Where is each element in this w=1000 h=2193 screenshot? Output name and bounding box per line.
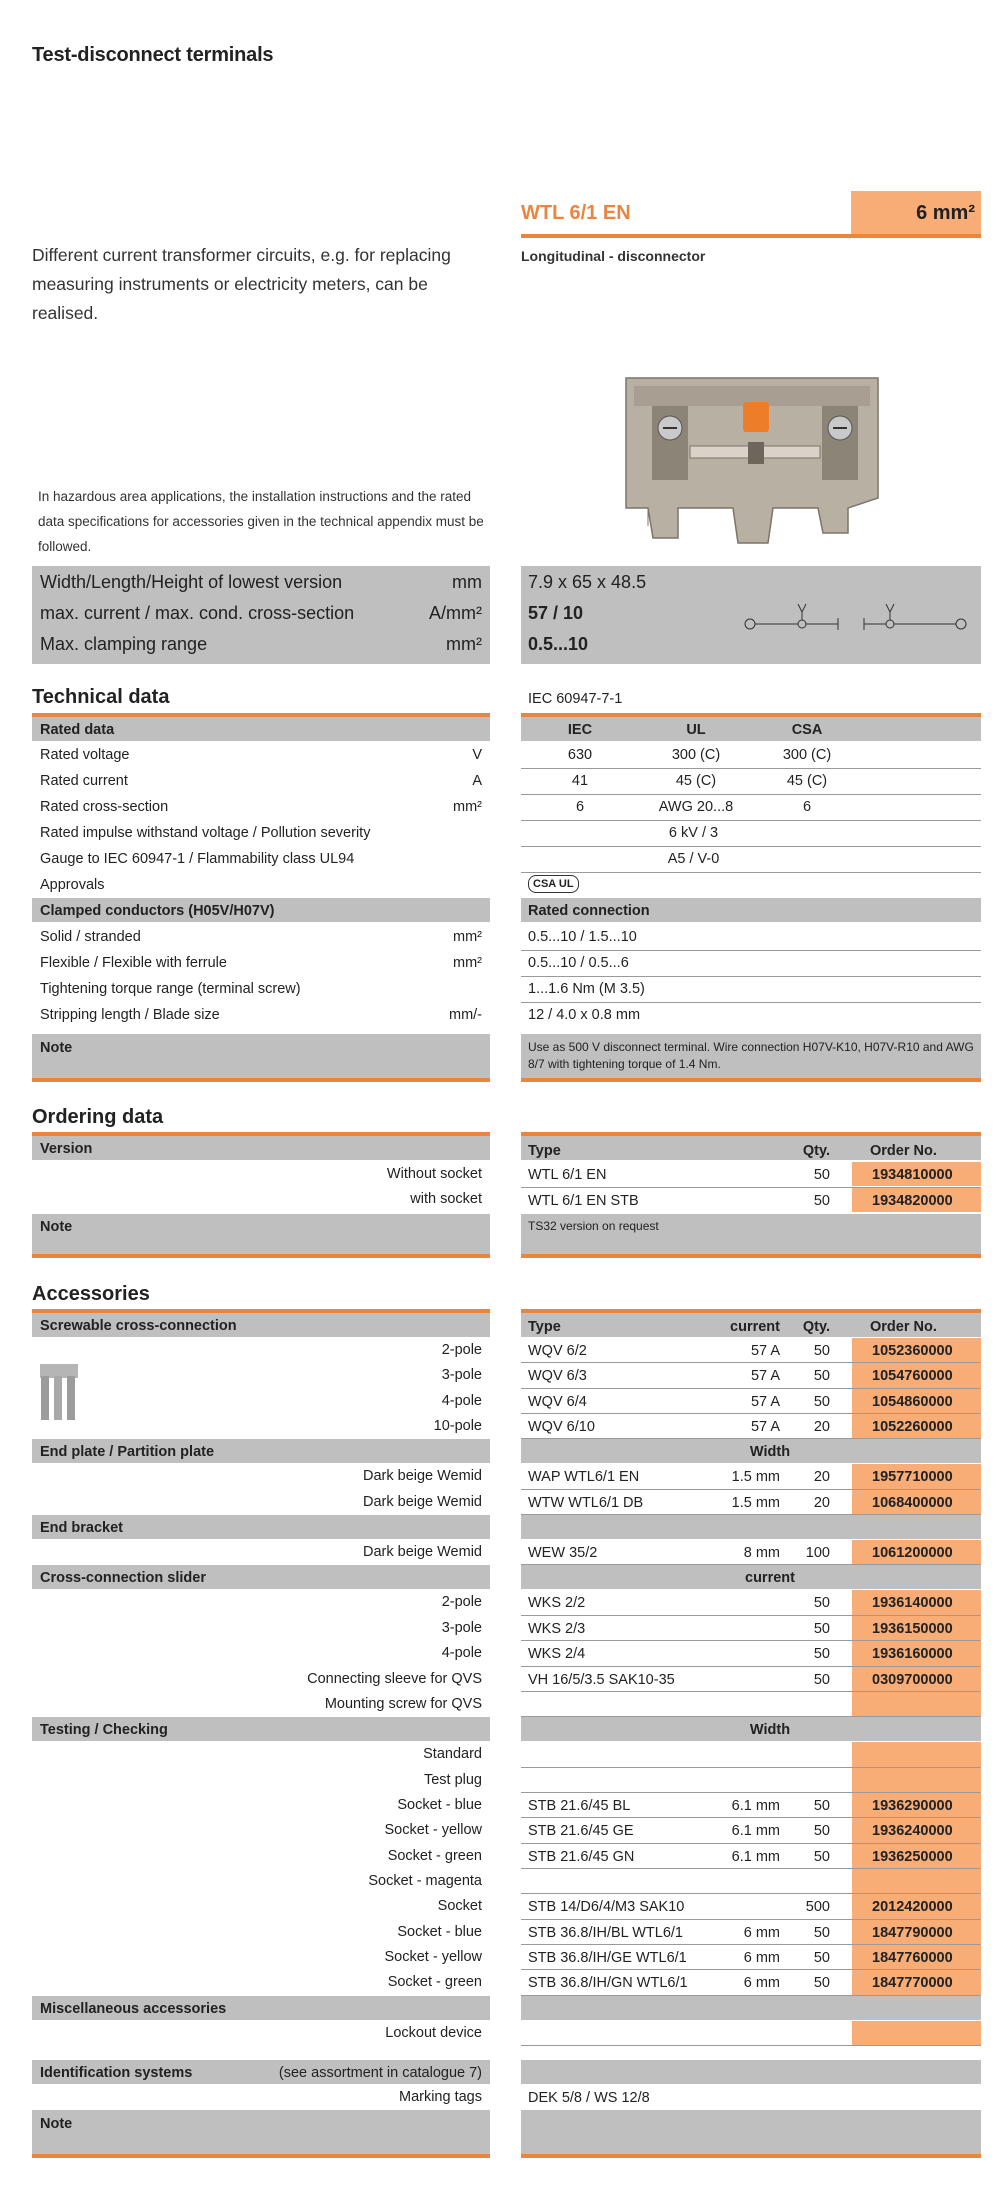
rated-cross-csa: 6 [802, 799, 812, 815]
accessory-type: WEW 35/2 [528, 1545, 598, 1562]
accessories-heading: Accessories [32, 1283, 150, 1305]
page-title: Test-disconnect terminals [32, 44, 274, 66]
order-cell-bg [852, 1742, 981, 1767]
col-ul: UL [686, 722, 706, 738]
gauge-value: A5 / V-0 [667, 851, 720, 867]
rated-voltage-ul: 300 (C) [671, 747, 721, 763]
section-header-bg-right [521, 1515, 981, 1539]
accessory-label: Standard [423, 1746, 482, 1763]
accessory-label: Socket - yellow [384, 1949, 482, 1965]
tech-note-text: Use as 500 V disconnect terminal. Wire connection H07V-K10, H07V-R10 and AWG 8/7 with tightening torque of 1.4 Nm. [528, 1040, 974, 1071]
ordering-col-type: Type [528, 1143, 561, 1159]
impulse-label: Rated impulse withstand voltage / Pollution severity [40, 825, 371, 841]
order-cell-bg [852, 1869, 981, 1894]
accessory-type: STB 36.8/IH/GE WTL6/1 [528, 1950, 687, 1966]
accessory-qty: 500 [805, 1899, 830, 1916]
approvals-logos: CSA UL [528, 875, 579, 893]
accessory-order: 1054760000 [872, 1368, 953, 1385]
accessory-spec: 57 A [750, 1343, 780, 1359]
accessory-spec: 6.1 mm [731, 1823, 780, 1840]
accessory-qty: 50 [813, 1924, 830, 1941]
ordering-row-1-qty: 50 [813, 1167, 830, 1183]
standard-label: IEC 60947-7-1 [528, 691, 623, 707]
acc-bottom-line-right [521, 2154, 981, 2158]
solid-unit: mm² [453, 929, 482, 945]
product-name: WTL 6/1 EN [521, 202, 631, 224]
rated-current-ul: 45 (C) [675, 773, 717, 789]
accessory-spec: 8 mm [743, 1545, 780, 1562]
flexible-unit: mm² [453, 955, 482, 971]
ordering-row-1-order: 1934810000 [872, 1167, 953, 1183]
rated-connection-header: Rated connection [528, 903, 650, 919]
version-label: Version [40, 1141, 93, 1157]
ordering-row-2-label: with socket [410, 1191, 482, 1207]
stripping-unit: mm/- [448, 1007, 482, 1023]
rated-voltage-csa: 300 (C) [782, 747, 832, 763]
acc-note-bg-right [521, 2110, 981, 2154]
ordering-row-2-order: 1934820000 [872, 1193, 953, 1209]
rated-voltage-iec: 630 [567, 747, 593, 763]
technical-heading: Technical data [32, 686, 170, 708]
accessory-order: 1847760000 [872, 1950, 953, 1966]
ordering-note-text: TS32 version on request [528, 1219, 659, 1233]
accessory-label: Marking tags [398, 2089, 482, 2106]
accessory-type: STB 21.6/45 GN [528, 1848, 635, 1865]
accessory-label: Socket [437, 1898, 482, 1915]
tech-note-label: Note [40, 1040, 73, 1056]
clamped-header: Clamped conductors (H05V/H07V) [40, 903, 275, 919]
acc-note-label: Note [40, 2116, 73, 2133]
intro-text: Different current transformer circuits, e.g. for replacing measuring instruments or electricity meters, can be realised. [32, 245, 451, 323]
accessory-order: 0309700000 [872, 1671, 953, 1688]
accessory-type: STB 21.6/45 GE [528, 1823, 634, 1840]
accessory-spec: 57 A [750, 1393, 780, 1410]
accessory-label: Dark beige Wemid [362, 1468, 482, 1485]
accessory-label: 2-pole [441, 1594, 482, 1611]
acc-col-label: current [745, 1570, 795, 1587]
col-csa: CSA [791, 722, 823, 738]
accessory-order: 1061200000 [872, 1545, 953, 1562]
ordering-heading: Ordering data [32, 1106, 164, 1128]
accessory-type: WKS 2/4 [528, 1646, 586, 1663]
stripping-label: Stripping length / Blade size [40, 1007, 220, 1023]
accessory-label: Dark beige Wemid [362, 1544, 482, 1561]
accessory-qty: 50 [813, 1343, 830, 1359]
section-header: Identification systems [40, 2065, 193, 2082]
accessory-label: 10-pole [433, 1418, 482, 1435]
accessory-spec: 57 A [750, 1419, 780, 1436]
schematic-symbol [738, 600, 974, 630]
dims-unit-3: mm² [446, 634, 482, 654]
accessory-qty: 50 [813, 1620, 830, 1637]
accessory-order: 1936250000 [872, 1848, 953, 1865]
accessory-order: 1936240000 [872, 1823, 953, 1840]
accessory-label: Socket - blue [397, 1796, 482, 1813]
col-iec: IEC [567, 722, 593, 738]
accessory-type: WQV 6/2 [528, 1343, 587, 1359]
rated-cross-ul: AWG 20...8 [658, 799, 734, 815]
catalogue-reference: (see assortment in catalogue 7) [278, 2065, 482, 2082]
acc-bottom-line-left [32, 2154, 490, 2158]
rated-data-header: Rated data [40, 722, 115, 738]
accessory-label: Connecting sleeve for QVS [307, 1670, 482, 1687]
accessory-label: Test plug [423, 1771, 482, 1788]
ordering-note-label: Note [40, 1219, 73, 1235]
dims-unit-2: A/mm² [429, 603, 482, 623]
torque-value: 1...1.6 Nm (M 3.5) [528, 981, 645, 997]
rated-cross-iec: 6 [575, 799, 585, 815]
accessory-qty: 50 [813, 1975, 830, 1992]
accessory-qty: 50 [813, 1393, 830, 1410]
accessory-qty: 100 [805, 1545, 830, 1562]
accessory-order: 1052260000 [872, 1419, 953, 1436]
order-cell-bg [852, 2021, 981, 2046]
approvals-label: Approvals [40, 877, 105, 893]
accessory-qty: 50 [813, 1797, 830, 1814]
accessory-label: Socket - green [387, 1847, 482, 1864]
rated-current-iec: 41 [571, 773, 589, 789]
accessory-spec: 6 mm [743, 1924, 780, 1941]
accessory-label: Socket - green [387, 1974, 482, 1991]
rated-cross-label: Rated cross-section [40, 799, 169, 815]
accessory-order: 1054860000 [872, 1393, 953, 1410]
accessory-type: WAP WTL6/1 EN [528, 1469, 640, 1486]
gauge-label: Gauge to IEC 60947-1 / Flammability class UL94 [40, 851, 355, 867]
section-header: Miscellaneous accessories [40, 2000, 227, 2017]
accessory-spec: 6.1 mm [731, 1848, 780, 1865]
accessory-order: 1847770000 [872, 1975, 953, 1992]
accessory-spec: 1.5 mm [731, 1469, 780, 1486]
section-header: Testing / Checking [40, 1722, 168, 1739]
accessory-type: WQV 6/4 [528, 1393, 587, 1410]
row-divider [521, 2045, 981, 2046]
accessory-type: STB 36.8/IH/BL WTL6/1 [528, 1924, 683, 1941]
accessory-label: 3-pole [441, 1367, 482, 1384]
accessory-type: WKS 2/3 [528, 1620, 586, 1637]
accessory-qty: 20 [813, 1494, 830, 1511]
solid-value: 0.5...10 / 1.5...10 [528, 929, 637, 945]
acc-col-current: current [730, 1319, 780, 1335]
acc-note-bg-left [32, 2110, 490, 2154]
accessory-spec: 6 mm [743, 1950, 780, 1966]
ordering-col-qty: Qty. [802, 1143, 830, 1159]
cross-connection-image [38, 1362, 82, 1424]
accessory-qty: 20 [813, 1469, 830, 1486]
accessory-type: WQV 6/3 [528, 1368, 587, 1385]
accessory-order: 1936290000 [872, 1797, 953, 1814]
accessory-label: Socket - yellow [384, 1822, 482, 1839]
ordering-row-1-type: WTL 6/1 EN [528, 1167, 607, 1183]
acc-col-label: Width [749, 1722, 791, 1739]
accessory-type: DEK 5/8 / WS 12/8 [528, 2090, 650, 2107]
dims-label-3: Max. clamping range [40, 634, 208, 654]
accessory-order: 1936140000 [872, 1595, 953, 1612]
accessory-qty: 50 [813, 1646, 830, 1663]
accessory-qty: 50 [813, 1595, 830, 1612]
acc-col-order: Order No. [870, 1319, 937, 1335]
accessory-label: 2-pole [441, 1342, 482, 1358]
accessory-spec: 6.1 mm [731, 1797, 780, 1814]
ordering-row-2-qty: 50 [813, 1193, 830, 1209]
accessory-order: 1936150000 [872, 1620, 953, 1637]
rated-cross-unit: mm² [453, 799, 482, 815]
accessory-type: WTW WTL6/1 DB [528, 1494, 644, 1511]
solid-label: Solid / stranded [40, 929, 141, 945]
dims-value-1: 7.9 x 65 x 48.5 [528, 572, 647, 592]
hazard-note: In hazardous area applications, the installation instructions and the rated data specifications for accessories given in the technical appendix must be followed. [38, 489, 484, 554]
ordering-row-2-type: WTL 6/1 EN STB [528, 1193, 639, 1209]
rated-current-label: Rated current [40, 773, 128, 789]
accessory-order: 1847790000 [872, 1924, 953, 1941]
flexible-value: 0.5...10 / 0.5...6 [528, 955, 629, 971]
dims-value-2: 57 / 10 [528, 603, 584, 623]
accessory-type: STB 36.8/IH/GN WTL6/1 [528, 1975, 688, 1992]
accessory-order: 1936160000 [872, 1646, 953, 1663]
flexible-label: Flexible / Flexible with ferrule [40, 955, 227, 971]
product-size: 6 mm² [916, 202, 975, 224]
accessory-label: Mounting screw for QVS [324, 1695, 482, 1712]
accessory-label: 4-pole [441, 1392, 482, 1409]
accessory-label: Lockout device [385, 2024, 482, 2041]
accessory-qty: 50 [813, 1848, 830, 1865]
order-cell-bg [852, 1692, 981, 1717]
acc-col-label: Width [749, 1444, 791, 1461]
dims-label-2: max. current / max. cond. cross-section [40, 603, 355, 623]
acc-col-qty: Qty. [802, 1319, 830, 1335]
accessory-qty: 50 [813, 1823, 830, 1840]
accessory-order: 1052360000 [872, 1343, 953, 1359]
ordering-col-order: Order No. [870, 1143, 937, 1159]
order-cell-bg [852, 1768, 981, 1793]
dims-value-3: 0.5...10 [528, 634, 589, 654]
section-header-bg-right [521, 2060, 981, 2084]
accessory-type: WKS 2/2 [528, 1595, 586, 1612]
accessory-qty: 50 [813, 1950, 830, 1966]
accessory-type: VH 16/5/3.5 SAK10-35 [528, 1671, 675, 1688]
section-header: Screwable cross-connection [40, 1318, 237, 1334]
section-header-bg-right [521, 1996, 981, 2020]
accessory-type: STB 21.6/45 BL [528, 1797, 631, 1814]
accessory-label: Socket - blue [397, 1923, 482, 1940]
torque-label: Tightening torque range (terminal screw) [40, 981, 301, 997]
product-subtitle: Longitudinal - disconnector [521, 248, 706, 264]
accessory-label: Dark beige Wemid [362, 1493, 482, 1510]
terminal-block-image [608, 358, 898, 558]
accessory-spec: 1.5 mm [731, 1494, 780, 1511]
section-header: End bracket [40, 1520, 123, 1537]
accessory-spec: 57 A [750, 1368, 780, 1385]
rated-current-csa: 45 (C) [786, 773, 828, 789]
accessory-qty: 50 [813, 1368, 830, 1385]
accessory-order: 2012420000 [872, 1899, 953, 1916]
product-header [521, 191, 981, 234]
accessory-order: 1068400000 [872, 1494, 953, 1511]
rated-voltage-unit: V [472, 747, 482, 763]
accessory-label: 4-pole [441, 1645, 482, 1662]
accessory-type: STB 14/D6/4/M3 SAK10 [528, 1899, 685, 1916]
accessory-qty: 50 [813, 1671, 830, 1688]
accessory-order: 1957710000 [872, 1469, 953, 1486]
impulse-value: 6 kV / 3 [668, 825, 719, 841]
accessory-label: Socket - magenta [368, 1872, 482, 1889]
stripping-value: 12 / 4.0 x 0.8 mm [528, 1007, 641, 1023]
ordering-row-1-label: Without socket [386, 1166, 482, 1182]
section-header: Cross-connection slider [40, 1570, 206, 1587]
dims-unit-1: mm [452, 572, 482, 592]
accessory-spec: 6 mm [743, 1975, 780, 1992]
accessory-qty: 20 [813, 1419, 830, 1436]
accessory-type: WQV 6/10 [528, 1419, 595, 1436]
section-header: End plate / Partition plate [40, 1444, 215, 1461]
dims-label-1: Width/Length/Height of lowest version [40, 572, 343, 592]
rated-current-unit: A [472, 773, 482, 789]
acc-col-type: Type [528, 1319, 561, 1335]
rated-voltage-label: Rated voltage [40, 747, 130, 763]
accessory-label: 3-pole [441, 1619, 482, 1636]
